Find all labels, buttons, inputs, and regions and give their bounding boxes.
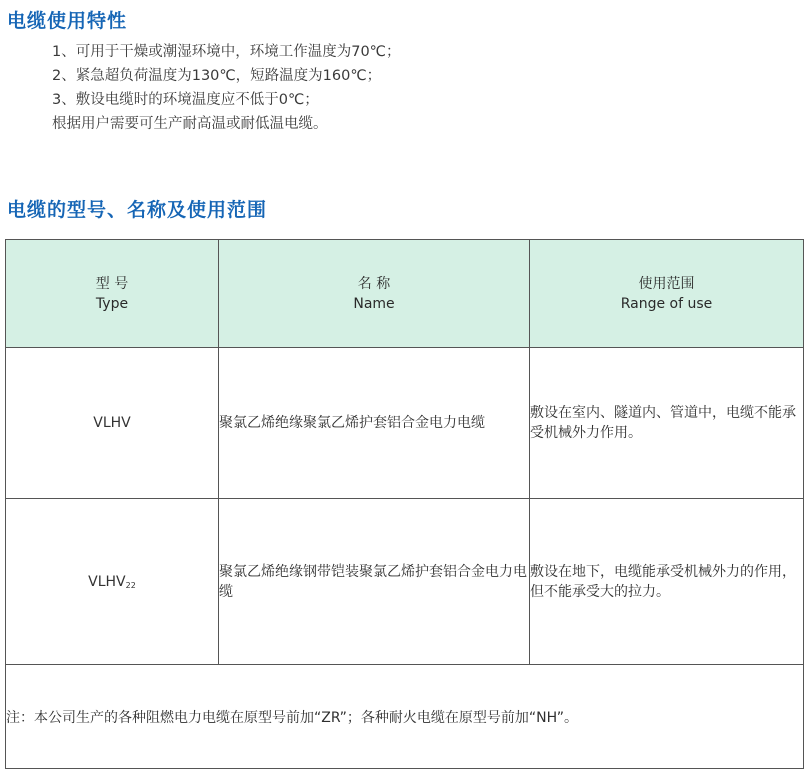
header-type bbox=[6, 240, 219, 348]
cell-name: 聚氯乙烯绝缘钢带铠装聚氯乙烯护套铝合金电力电缆 bbox=[219, 499, 530, 665]
header-range bbox=[530, 240, 804, 348]
table-header-row bbox=[6, 240, 804, 348]
characteristic-item: 1、可用于干燥或潮湿环境中，环境工作温度为70℃； bbox=[52, 44, 401, 60]
header-range-en: Range of use bbox=[620, 295, 713, 312]
type-code: VLHV bbox=[93, 415, 131, 431]
characteristics-list bbox=[52, 40, 400, 136]
table-row bbox=[6, 348, 804, 499]
header-name-en: Name bbox=[353, 295, 395, 312]
characteristic-item: 3、敷设电缆时的环境温度应不低于0℃； bbox=[52, 92, 319, 108]
section-title-model-name-scope: 电缆的型号、名称及使用范围 bbox=[7, 199, 268, 221]
characteristic-item: 2、紧急超负荷温度为130℃，短路温度为160℃； bbox=[52, 68, 382, 84]
section-title-cable-characteristics: 电缆使用特性 bbox=[7, 10, 128, 32]
cell-name: 聚氯乙烯绝缘聚氯乙烯护套铝合金电力电缆 bbox=[219, 348, 530, 499]
cell-range: 敷设在室内、隧道内、管道中，电缆不能承受机械外力作用。 bbox=[530, 348, 804, 499]
type-code: VLHV bbox=[88, 573, 126, 590]
header-type-cn: 型 号 bbox=[95, 275, 129, 292]
cell-type bbox=[6, 499, 219, 665]
table-note-row bbox=[6, 665, 804, 769]
header-name-cn: 名 称 bbox=[357, 275, 391, 292]
cable-spec-table bbox=[5, 239, 804, 769]
cell-range: 敷设在地下，电缆能承受机械外力的作用，但不能承受大的拉力。 bbox=[530, 499, 804, 665]
type-code-subscript: 22 bbox=[125, 580, 136, 590]
table-row bbox=[6, 499, 804, 665]
characteristic-item: 根据用户需要可生产耐高温或耐低温电缆。 bbox=[52, 116, 328, 132]
header-type-en: Type bbox=[95, 295, 129, 312]
header-range-cn: 使用范围 bbox=[638, 275, 695, 292]
table-note: 注：本公司生产的各种阻燃电力电缆在原型号前加“ZR”；各种耐火电缆在原型号前加“NH”。 bbox=[6, 665, 804, 769]
cell-type bbox=[6, 348, 219, 499]
header-name bbox=[219, 240, 530, 348]
